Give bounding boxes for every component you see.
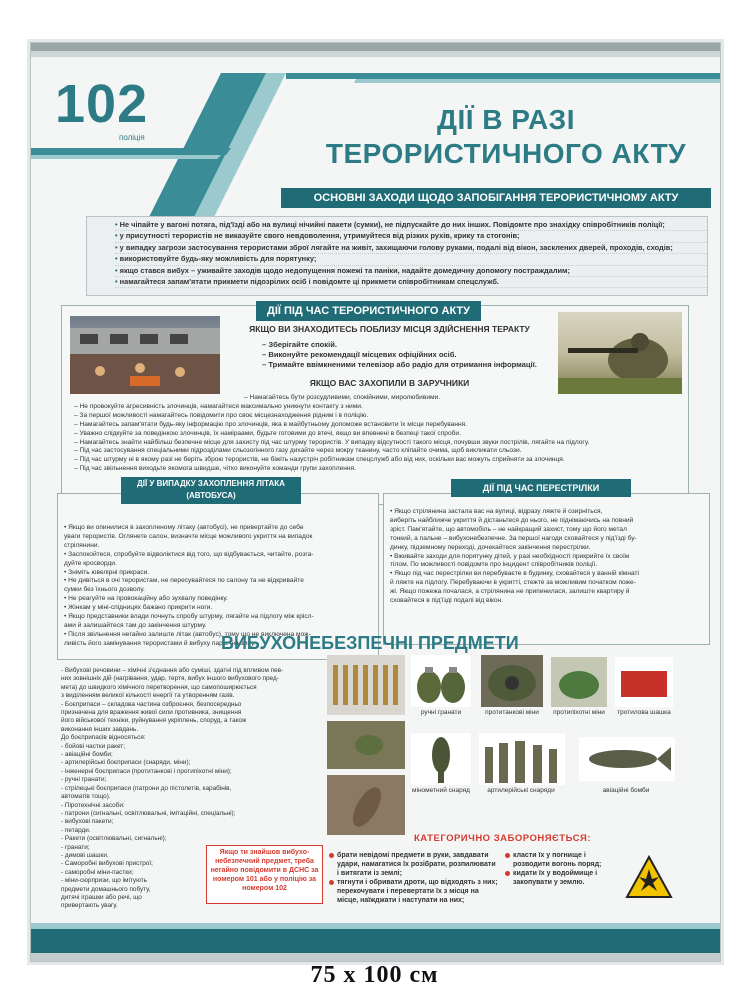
hostage-heading: ЯКЩО ВАС ЗАХОПИЛИ В ЗАРУЧНИКИ (309, 378, 470, 388)
shooting-item: жі. Якщо пожежа почалася, а стрілянина не припинилася, залиште квартиру й (390, 588, 630, 596)
rule-item: • у присутності терористів не виказуйте свого невдоволення, утримуйтеся від різких рухів, крику та стогонів; (115, 231, 707, 242)
during-act-box (61, 305, 689, 505)
title-line-2: ТЕРОРИСТИЧНОГО АКТУ (325, 138, 687, 169)
soldier-photo (558, 312, 682, 394)
aircraft-item: ливість його замінування терористами й вибуху парів бензину. (64, 639, 256, 647)
aircraft-list (64, 524, 374, 649)
prevention-rules-list (87, 220, 707, 288)
shooting-item: тілом. По можливості повідомте про інцидент співробітників поліції. (390, 561, 598, 569)
hostage-item: – Під час застосування спеціальними підрозділами сльозогінного газу дихайте через мокру тканину, часто кліпайте очима, щоб викликати сльози. (74, 447, 522, 455)
mortar-image (411, 733, 471, 785)
artillery-image (479, 733, 565, 785)
forbidden-item: класти їх у погнище і розводити вогонь поряд; (505, 851, 617, 869)
aircraft-item: • Якщо ви опинилися в захопленому літаку (автобусі), не привертайте до себе (64, 524, 304, 531)
explosives-line: - саморобні міни-пастки; (61, 868, 134, 876)
explosives-line: - Вибухові речовини – хімічні з'єднання або суміші, здатні під впливом пев- (61, 667, 284, 674)
shooting-list (390, 508, 702, 606)
explosives-line: предмети домашнього побуту, (61, 885, 151, 893)
aerial-bomb-icon (579, 737, 675, 781)
explosives-line: До боєприпасів відносяться: (61, 734, 146, 742)
mortar-shell-icon (411, 733, 471, 785)
aircraft-item: • Жінкам у міні-спідницях бажано прикрити ноги. (64, 604, 213, 612)
tnt-caption: тротилова шашка (617, 709, 671, 716)
forbidden-list-right (505, 851, 617, 887)
during-act-tab: ДІЇ ПІД ЧАС ТЕРОРИСТИЧНОГО АКТУ (256, 301, 481, 321)
footer-decoration (31, 923, 720, 961)
explosives-line: - бойові частки ракет; (61, 742, 125, 750)
bombs-caption: авіаційні бомби (602, 787, 650, 794)
forbidden-item: тягнути і обривати дроти, що відходять з них; перекочувати і перевертати їх з місця на місце, наїжджати і наступати на них; (329, 878, 499, 905)
buried-grenade-icon (327, 721, 405, 769)
bomb-image (579, 737, 675, 781)
shooting-item: тонкий, а пальне – вибухонебезпечне. За першої нагоди сховайтеся у під'їзді бу- (390, 534, 637, 542)
explosives-line: - стрілецькі боєприпаси (патрони до пістолетів, карабінів, (61, 784, 232, 792)
aircraft-item: • Якщо представники влади почнуть спробу штурму, лягайте на підлогу між крісл- (64, 613, 314, 621)
near-item: – Тримайте ввімкненими телевізор або радіо для отримання інформації. (262, 360, 537, 369)
explosives-line: з виділенням великої кількості енергії та утворенням газів. (61, 692, 235, 700)
shooting-item: • Якщо під час перестрілки ви перебуваєте в будинку, сховайтеся у ванній кімнаті (390, 570, 639, 578)
shooting-box (383, 493, 710, 645)
hostage-item: – Не провокуйте агресивність злочинців, намагайтеся максимально уникнути контакту з ними. (74, 402, 363, 410)
near-item: – Зберігайте спокій. (262, 340, 337, 349)
explosives-line: - Ракети (освітлювальні, сигнальні); (61, 835, 167, 843)
aircraft-item: • Заспокойтеся, спробуйте відволіктися від того, що відбувається, читайте, розга- (64, 550, 314, 558)
antipersonnel-mine-icon (551, 657, 607, 707)
shooting-item: зріст. Пам'ятайте, що автомобіль – не найкращий захист, тому що його метал (390, 525, 627, 533)
explosives-line: - вибухові пакети; (61, 818, 114, 826)
explosives-line: - авіаційні бомби; (61, 751, 113, 759)
explosives-line: дитячі іграшки або речі, що (61, 893, 142, 901)
shooting-item: сховайтеся в під'їзді подалі від вікон. (390, 597, 504, 605)
antitank-mine-icon (481, 655, 543, 707)
soldier-photo-icon (558, 312, 682, 394)
hostage-item: – Намагайтесь запам'ятати будь-яку інформацію про злочинців, яка в майбутньому допоможе встановити їх місце перебування. (74, 420, 468, 428)
explosive-hazard-icon (625, 855, 673, 899)
train-photo (70, 316, 220, 394)
logo-number: 102 (55, 74, 149, 134)
explosives-heading: ВИБУХОНЕБЕЗПЕЧНІ ПРЕДМЕТИ (221, 633, 519, 653)
forbidden-item: брати невідомі предмети в руки, завдавати удари, намагатися їх розібрати, розпилювати і витягати із землі; (329, 851, 499, 878)
explosives-line: - Боєприпаси – складова частина озброєння, безпосередньо (61, 700, 242, 708)
aircraft-item: • Зніміть ювелірні прикраси. (64, 568, 150, 576)
aircraft-item: сумки без їхнього дозволу. (64, 586, 145, 594)
aircraft-item: • Не дивіться в очі терористам, не пересувайтеся по салону та не відкривайте (64, 577, 304, 585)
hostage-item: – Намагайтесь бути розсудливими, спокійними, миролюбивими. (244, 394, 441, 401)
poster-frame (30, 42, 721, 962)
hostage-item: – Уважно слідкуйте за поведінкою злочинців, їх наміраами, будьте готовими до втечі, якщо ви впевнені в безпеці такої спроби. (74, 429, 461, 437)
explosives-line: них зовнішніх дій (нагрівання, удар, тертя, вибух іншого вибухового пред- (61, 675, 279, 683)
aircraft-tab: ДІЇ У ВИПАДКУ ЗАХОПЛЕННЯ ЛІТАКА (АВТОБУСА) (121, 477, 301, 504)
hostage-item: – Намагайтесь знайти найбільш безпечне місце для захисту під час штурму терористів. У випадку відсутності такого місця, почувши звуки пострілів, лягайте на підлогу. (74, 438, 590, 446)
explosives-line: - міни-сюрпризи, що імітують (61, 877, 147, 885)
title-line-1: ДІЇ В РАЗІ (437, 104, 575, 135)
shooting-item: • Якщо стрілянина застала вас на вулиці, відразу ляжте й озирніться, (390, 508, 603, 515)
hostage-list (74, 394, 674, 474)
train-photo-icon (70, 316, 220, 394)
grenades-caption: ручні гранати (420, 709, 462, 716)
hostage-item: – Під час штурму ні в якому разі не беріть зброю терористів, не біжіть назустріч робітникам спецслужб або від них, оскільки вас можуть сприйняти за злочинця. (74, 456, 565, 464)
explosives-line: - артилерійські боєприпаси (снаряди, міни); (61, 759, 191, 767)
buried-shell-image (327, 775, 405, 835)
near-item: – Виконуйте рекомендації місцевих офіційних осіб. (262, 350, 457, 359)
forbidden-item: кидати їх у водоймище і закопувати у землю. (505, 869, 617, 887)
aircraft-item: ами й залишайтеся там до закінчення штурму. (64, 621, 207, 629)
explosives-line: його військової техніки, руйнування укріплень, споруд, а також (61, 717, 247, 725)
buried-grenade-image (327, 721, 405, 769)
explosives-line: - гранати; (61, 843, 90, 851)
explosives-line: - петарди. (61, 826, 91, 834)
explosives-line: призначена для враження живої сили противника, знищення (61, 709, 242, 717)
explosives-line: - ручні гранати; (61, 776, 107, 784)
shooting-item: динку, підземному переході, дочекайтеся закінчення перестрілки. (390, 543, 591, 551)
tnt-block-icon (615, 657, 673, 707)
explosives-line: - Піротехнічні засоби: (61, 801, 125, 809)
hostage-item: – За першої можливості намагайтесь повідомити про своє місцезнаходження рідним і в поліцію. (74, 411, 369, 419)
explosives-line: - димові шашки. (61, 851, 109, 859)
hostage-item: – Під час звільнення виходьте якомога швидше, чітко виконуйте команди групи захоплення. (74, 465, 356, 473)
antipersonnel-image (551, 657, 607, 707)
mortar-caption: мінометний снаряд (412, 787, 470, 794)
grenades-image (411, 655, 471, 707)
shooting-item: й ляжте на підлогу. Перебуваючи в укритті, стежте за можливим початком поже- (390, 579, 636, 587)
rule-item: • якщо стався вибух – уживайте заходів щодо недопущення пожежі та паніки, надайте домедичну допомогу постраждалим; (115, 266, 707, 277)
tnt-image (615, 657, 673, 707)
explosives-line: - Саморобні вибухові пристрої; (61, 860, 153, 868)
artillery-caption: артилерійські снаряди (487, 787, 555, 794)
rule-item: • Не чіпайте у вагоні потяга, під'їзді або на вулиці нічийні пакети (сумки), не підпускайте до них інших. Повідомте про знахідку співробітників поліції; (115, 220, 707, 231)
rule-item: • намагайтеся запам'ятати прикмети підозрілих осіб і повідомте ці прикмети співробітникам спецслужб. (115, 277, 707, 288)
aircraft-item: дуйте кросворди. (64, 559, 117, 567)
near-heading: ЯКЩО ВИ ЗНАХОДИТЕСЬ ПОБЛИЗУ МІСЦЯ ЗДІЙСНЕННЯ ТЕРАКТУ (249, 324, 530, 334)
explosives-line: - інженерні боєприпаси (протитанкові і протипіхотні міни); (61, 767, 232, 775)
cartridges-icon (327, 655, 405, 715)
explosives-line: автоматів тощо). (61, 793, 111, 801)
page-title (311, 103, 701, 171)
forbidden-list-left (329, 851, 499, 905)
forbidden-title: КАТЕГОРИЧНО ЗАБОРОНЯЄТЬСЯ: (414, 833, 592, 844)
aircraft-item: стрілянини. (64, 541, 100, 549)
prevention-rules-box (86, 216, 708, 296)
grenade-icon (411, 655, 471, 707)
near-list (262, 340, 557, 370)
explosives-line: мета) до швидкого хімічного перетворення, що самопоширюється (61, 683, 257, 691)
antitank-caption: протитанкові міни (485, 709, 539, 716)
rule-item: • використовуйте будь-яку можливість для порятунку; (115, 254, 707, 265)
aircraft-item: • Після звільнення негайно залиште літак (автобус), тому що не виключена мож- (64, 630, 311, 638)
logo-subtitle: поліція (119, 133, 145, 142)
subtitle-bar: ОСНОВНІ ЗАХОДИ ЩОДО ЗАПОБІГАННЯ ТЕРОРИСТИЧНОМУ АКТУ (281, 188, 711, 208)
explosives-line: - патрони (сигнальні, освітлювальні, імітаційні, спеціальні); (61, 809, 236, 817)
cartridges-image (327, 655, 405, 715)
rule-item: • у випадку загрози застосування терористами зброї лягайте на живіт, захищаючи голову руками, подалі від вікон, засклених дверей, проходів, сходів; (115, 243, 707, 254)
shooting-item: • Вживайте заходи для порятунку дітей, у разі необхідності прикрийте їх своїм (390, 552, 630, 560)
antitank-image (481, 655, 543, 707)
shooting-tab: ДІЇ ПІД ЧАС ПЕРЕСТРІЛКИ (451, 479, 631, 497)
explosives-line: виконання інших завдань. (61, 725, 139, 733)
buried-shell-icon (327, 775, 405, 835)
size-label: 75 x 100 см (310, 962, 439, 988)
explosives-line: привертають увагу. (61, 902, 118, 910)
artillery-shells-icon (479, 733, 565, 785)
aircraft-item: уваги терористів. Оглянете салон, визначте місце можливого укриття на випадок (64, 532, 313, 540)
aircraft-item: • Не реагуйте на провокаційну або зухвалу поведінку. (64, 595, 228, 603)
shooting-item: виберіть найближче укриття й дістаньтеся до нього, не піднімаючись на повний (390, 516, 634, 524)
warning-box: Якщо ти знайшов вибухо-небезпечний предмет, треба негайно повідомити в ДСНС за номером 101 або у поліцію за номером 102 (206, 845, 323, 904)
antipersonnel-caption: протипіхотні міни (553, 709, 605, 716)
